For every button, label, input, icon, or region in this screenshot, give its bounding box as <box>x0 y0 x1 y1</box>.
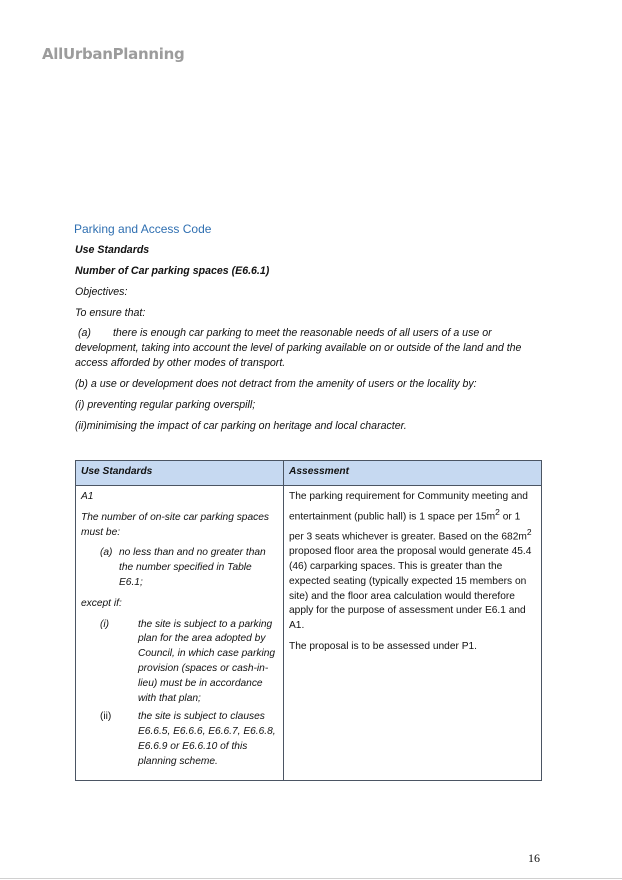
assessment-cell <box>284 486 542 781</box>
assessment-p1-text-c: proposed floor area the proposal would generate 45.4 (46) carparking spaces. This is greater than the expected seating (typically expected 15 members on site) and the floor area calculation would therefore apply for the purpose of assessment under E6.1 and A1. <box>289 546 532 632</box>
clause-title: Number of Car parking spaces (E6.6.1) <box>75 265 270 277</box>
table-header-row <box>76 461 542 486</box>
col-header-assessment: Assessment <box>284 461 542 486</box>
section-subtitle: Use Standards <box>75 244 150 256</box>
objective-b-i: (i) preventing regular parking overspill; <box>75 399 256 411</box>
standard-item-i <box>81 618 278 707</box>
objective-b-ii-text: minimising the impact of car parking on heritage and local character. <box>86 420 407 432</box>
objective-a-text: there is enough car parking to meet the reasonable needs of all users of a use or development, taking into account the level of parking available on or outside of the land and the access afforded by other modes of transport. <box>75 327 522 369</box>
standard-item-ii-text: the site is subject to clauses E6.6.5, E6.6.6, E6.6.7, E6.6.8, E6.6.9 or E6.6.10 of this planning scheme. <box>138 711 276 767</box>
assessment-paragraph-2: The proposal is to be assessed under P1. <box>289 640 478 652</box>
assessment-p1-text-a: The parking requirement for Community meeting and entertainment (public hall) is 1 space per 15m <box>289 491 528 523</box>
ensure-label: To ensure that: <box>75 307 146 319</box>
standard-item-a-text: no less than and no greater than the number specified in Table E6.1; <box>119 547 266 588</box>
standard-item-a <box>81 546 278 590</box>
section-heading: Parking and Access Code <box>74 222 212 236</box>
page-number: 16 <box>528 851 540 865</box>
objective-a <box>75 326 545 371</box>
objective-a-label: (a) <box>78 327 91 339</box>
objective-b: (b) a use or development does not detract from the amenity of users or the locality by: <box>75 378 477 390</box>
standard-item-i-text: the site is subject to a parking plan for the area adopted by Council, in which case parking provision (spaces or cash-in-lieu) must be in accordance with that plan; <box>138 618 276 704</box>
brand-logo: AllUrbanPlanning <box>42 45 185 63</box>
page-bottom-rule <box>0 878 622 879</box>
superscript-2: 2 <box>495 506 500 517</box>
table-row <box>76 486 542 781</box>
objective-b-ii-label: (ii) <box>75 420 87 432</box>
objectives-label: Objectives: <box>75 286 128 298</box>
standard-item-i-label: (i) <box>100 618 110 630</box>
standard-item-ii <box>81 710 278 769</box>
use-standards-table <box>75 460 542 781</box>
standard-except: except if: <box>81 597 122 609</box>
superscript-2: 2 <box>526 526 532 537</box>
assessment-paragraph-1 <box>289 490 536 634</box>
standard-intro: The number of on-site car parking spaces must be: <box>81 511 269 538</box>
col-header-use-standards: Use Standards <box>76 461 284 486</box>
assessment-p1-text-b: or 1 per 3 seats whichever is greater. Based on the 682m <box>289 511 527 543</box>
standards-cell <box>76 486 284 781</box>
standard-item-a-label: (a) <box>100 547 113 559</box>
standard-code: A1 <box>81 491 94 502</box>
objective-b-ii <box>75 419 545 434</box>
standard-item-ii-label: (ii) <box>100 711 112 723</box>
